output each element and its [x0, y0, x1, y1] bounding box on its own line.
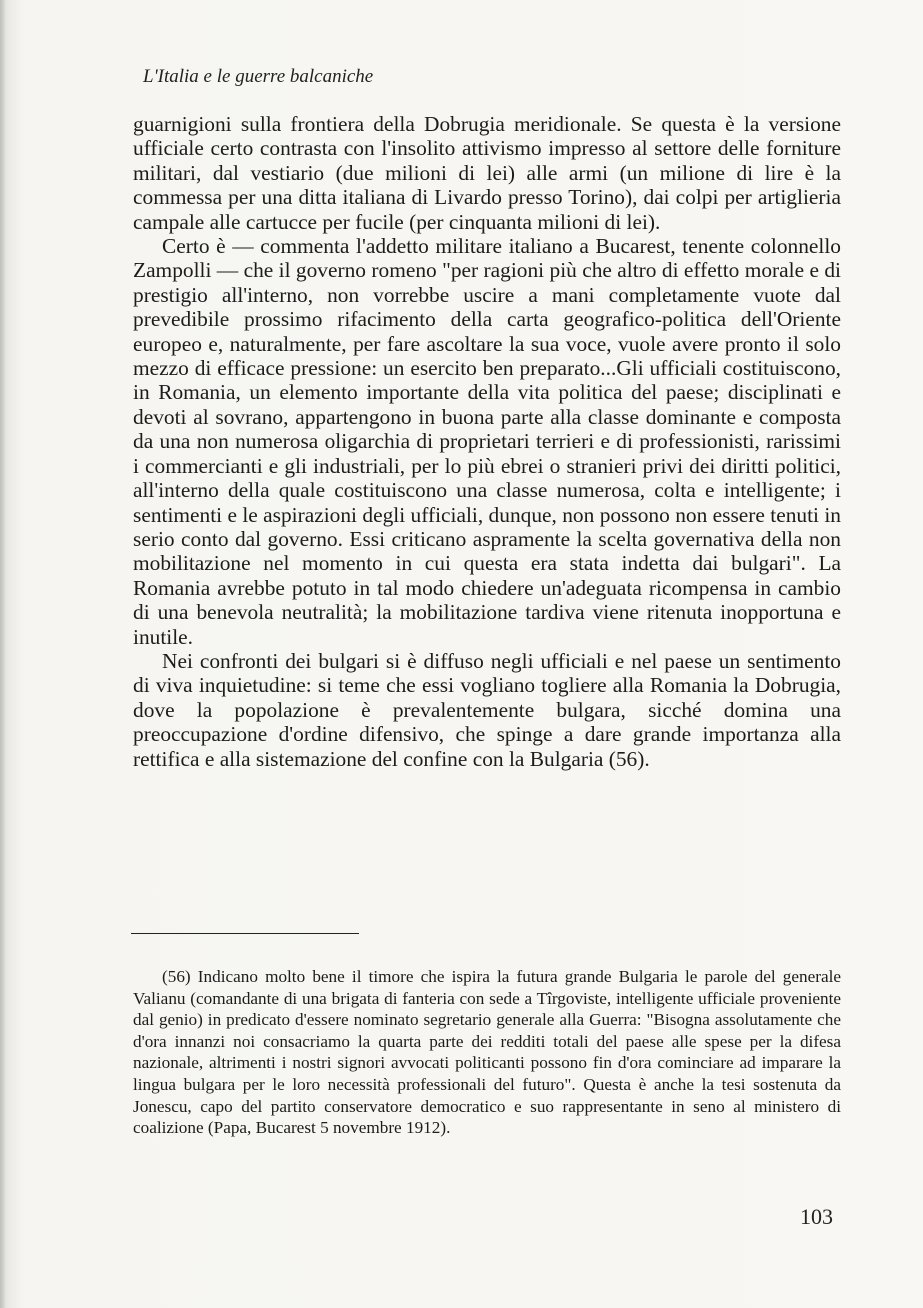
main-text	[133, 112, 841, 771]
paragraph-2: Certo è — commenta l'addetto militare italiano a Bucarest, tenente colonnello Zampolli — che il governo romeno "per ragioni più che altro di effetto morale e di prestigio all'interno, non vorrebbe uscire a mani completamente vuote dal prevedibile prossimo rifacimento della carta geografico-politica dell'Oriente europeo e, naturalmente, per fare ascoltare la sua voce, vuole avere pronto il solo mezzo di efficace pressione: un esercito ben preparato...Gli ufficiali costituiscono, in Romania, un elemento importante della vita politica del paese; disciplinati e devoti al sovrano, appartengono in buona parte alla classe dominante e composta da una non numerosa oligarchia di proprietari terrieri e di professionisti, rarissimi i commercianti e gli industriali, per lo più ebrei o stranieri privi dei diritti politici, all'interno della quale costituiscono una classe numerosa, colta e intelligente; i sentimenti e le aspirazioni degli ufficiali, dunque, non possono non essere tenuti in serio conto dal governo. Essi criticano aspramente la scelta governativa della non mobilitazione nel momento in cui questa era stata indetta dai bulgari". La Romania avrebbe potuto in tal modo chiedere un'adeguata ricompensa in cambio di una benevola neutralità; la mobilitazione tardiva viene ritenuta inopportuna e inutile.	[133, 234, 841, 649]
paragraph-1: guarnigioni sulla frontiera della Dobrugia meridionale. Se questa è la versione ufficiale certo contrasta con l'insolito attivismo impresso al settore delle forniture militari, dal vestiario (due milioni di lei) alle armi (un milione di lire è la commessa per una ditta italiana di Livardo presso Torino), dai colpi per artiglieria campale alle cartucce per fucile (per cinquanta milioni di lei).	[133, 112, 841, 234]
page-number: 103	[800, 1204, 833, 1229]
footnote-56: (56) Indicano molto bene il timore che ispira la futura grande Bulgaria le parole del generale Valianu (comandante di una brigata di fanteria con sede a Tîrgoviste, intelligente ufficiale proveniente dal genio) in predicato d'essere nominato segretario generale alla Guerra: "Bisogna assolutamente che d'ora innanzi noi consacriamo la quarta parte dei redditi totali del paese alle spese per la difesa nazionale, altrimenti i nostri signori avvocati politicanti possono fin d'ora cominciare ad imparare la lingua bulgara per le loro necessità professionali del futuro". Questa è anche la tesi sostenuta da Jonescu, capo del partito conservatore democratico e suo rappresentante in seno al ministero di coalizione (Papa, Bucarest 5 novembre 1912).	[133, 967, 841, 1138]
paragraph-3: Nei confronti dei bulgari si è diffuso negli ufficiali e nel paese un sentimento di viva inquietudine: si teme che essi vogliano togliere alla Romania la Dobrugia, dove la popolazione è prevalentemente bulgara, sicché domina una preoccupazione d'ordine difensivo, che spinge a dare grande importanza alla rettifica e alla sistemazione del confine con la Bulgaria (56).	[133, 648, 841, 771]
footnote-separator	[131, 933, 359, 934]
running-title: L'Italia e le guerre balcaniche	[143, 66, 374, 87]
